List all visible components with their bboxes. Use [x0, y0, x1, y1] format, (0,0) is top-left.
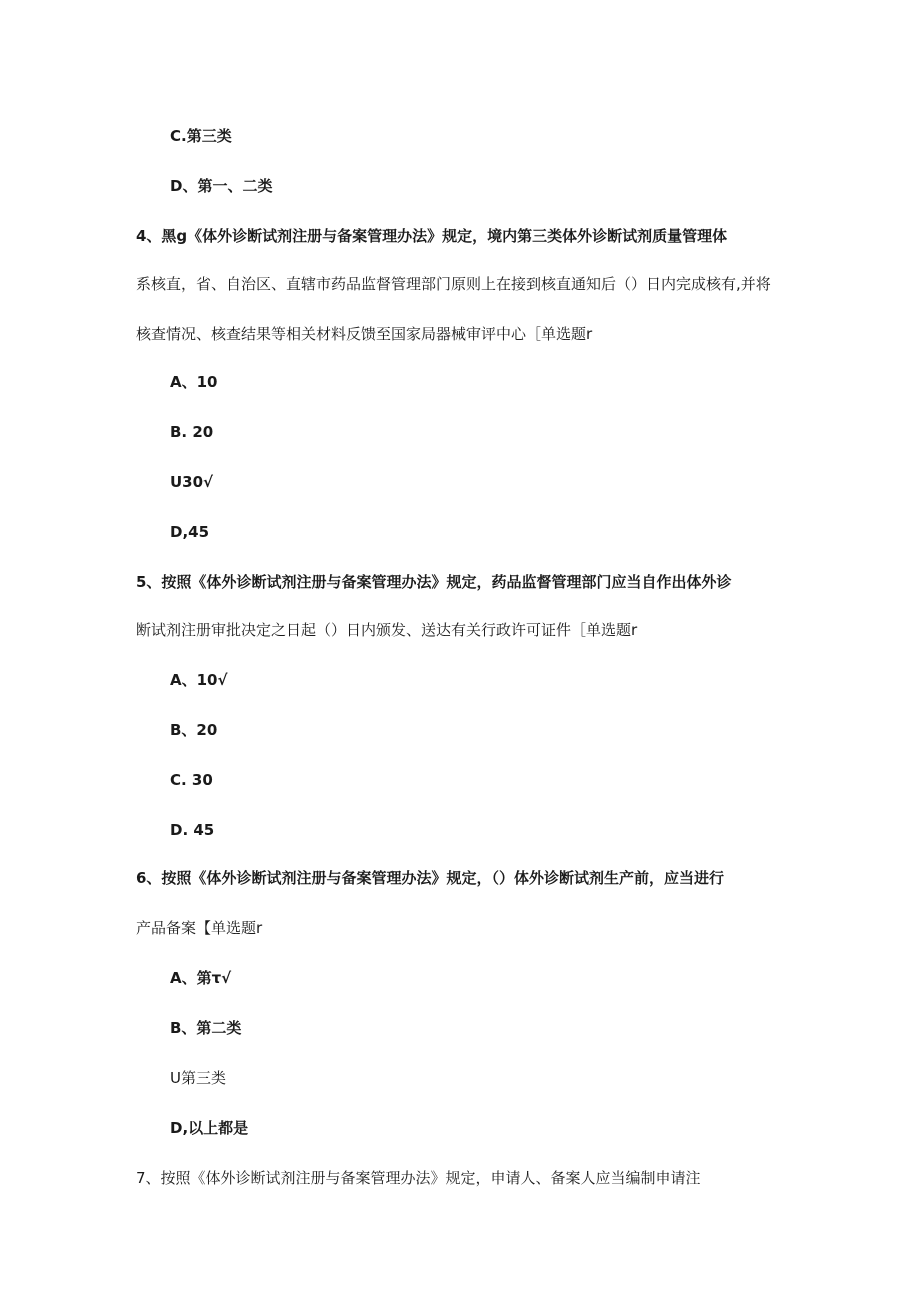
question-6-option-d: D,以上都是 [170, 1119, 249, 1137]
question-5-line-1: 5、按照《体外诊断试剂注册与备案管理办法》规定，药品监督管理部门应当自作出体外诊 [136, 573, 732, 591]
question-7-line-1: 7、按照《体外诊断试剂注册与备案管理办法》规定，申请人、备案人应当编制申请注 [136, 1169, 701, 1187]
question-4-line-1: 4、黑g《体外诊断试剂注册与备案管理办法》规定，境内第三类体外诊断试剂质量管理体 [136, 227, 728, 245]
question-5-option-b: B、20 [170, 721, 218, 739]
question-4-option-d: D,45 [170, 523, 210, 541]
question-6-option-c: U第三类 [170, 1069, 226, 1087]
question-5-option-a: A、10√ [170, 671, 228, 689]
question-4-option-a: A、10 [170, 373, 218, 391]
question-4-option-b: B. 20 [170, 423, 214, 441]
question-6-line-1: 6、按照《体外诊断试剂注册与备案管理办法》规定，（）体外诊断试剂生产前，应当进行 [136, 869, 724, 887]
question-4-line-3: 核查情况、核查结果等相关材料反馈至国家局器械审评中心［单选题r [136, 325, 593, 343]
option-c-previous: C.第三类 [170, 127, 232, 145]
question-4-option-c: U30√ [170, 473, 214, 491]
question-5-line-2: 断试剂注册审批决定之日起（）日内颁发、送达有关行政许可证件［单选题r [136, 621, 638, 639]
question-5-option-d: D. 45 [170, 821, 215, 839]
question-6-option-a: A、第τ√ [170, 969, 232, 987]
option-d-previous: D、第一、二类 [170, 177, 273, 195]
question-4-line-2: 系核直，省、自治区、直辖市药品监督管理部门原则上在接到核直通知后（）日内完成核有,并将 [136, 275, 771, 293]
question-6-option-b: B、第二类 [170, 1019, 242, 1037]
question-5-option-c: C. 30 [170, 771, 213, 789]
question-6-line-2: 产品备案【单选题r [136, 919, 263, 937]
